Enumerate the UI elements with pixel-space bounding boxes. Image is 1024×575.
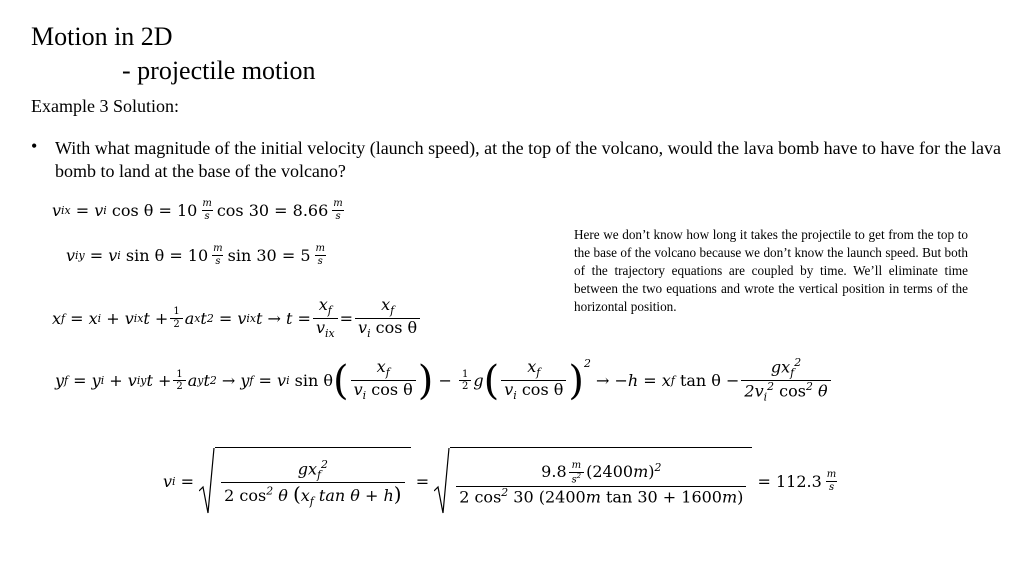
equation-viy: v iy = v i sin θ = 10 $\frac{m}{s}$ sin 30 = 5 $\frac{m}{s}$ xyxy=(66,243,325,267)
equation-vi: v i = $\frac{gx_f^2}{2 \cos^2 \theta (x_f \tan \theta + h)}$ = 9.8 $\frac{m}{s^2}$ $(2400m)^2$ 2 $\cos^2 30$ (2400m tan 30 + 1600m) = 112.3 $\frac{m}{s}$ xyxy=(163,447,841,515)
example-heading: Example 3 Solution: xyxy=(31,96,179,116)
equation-vix: v ix = v i cos θ = 10 $\frac{m}{s}$ cos 30 = 8.66 $\frac{m}{s}$ xyxy=(52,198,343,222)
sqrt-1: $\frac{gx_f^2}{2 \cos^2 \theta (x_f \tan \theta + h)}$ xyxy=(199,447,410,515)
question-text: With what magnitude of the initial velocity (launch speed), at the top of the volcano, would the lava bomb have to have for the lava bomb to land at the base of the volcano? xyxy=(55,138,1001,181)
bullet-marker: • xyxy=(31,136,38,156)
equation-yf: y f = y i + v iy t + $\frac{1}{2}$ a y t 2 → y f = v i sin θ ( $\frac{x_f}{v_i \cos \theta}$ ) − $\frac{1}{2}$ g ( $\frac{x_f}{v_i \cos \theta}$ ) $^2$ → −h = x f tan θ − $\frac{gx_f^2}{2v_i^2 \cos^2 \theta}$ xyxy=(55,357,833,404)
equation-xf: x f = x i + v ix t + $\frac{1}{2}$ a x t 2 = v ix t → t = $\frac{x_f}{v_{ix}}$ = $\frac{x_f}{v_i \cos \theta}$ xyxy=(52,296,422,340)
slide-title-subline: - projectile motion xyxy=(122,56,316,85)
side-note: Here we don’t know how long it takes the projectile to get from the top to the base of the volcano because we don’t know the launch speed. But both of the trajectory equations are coupled by time. We’ll eliminate time between the two equations and wrote the vertical position in terms of the horizontal position. xyxy=(574,227,968,314)
sqrt-2: 9.8 $\frac{m}{s^2}$ $(2400m)^2$ 2 $\cos^2 30$ (2400m tan 30 + 1600m) xyxy=(434,447,752,515)
slide-title: Motion in 2D xyxy=(31,22,173,51)
